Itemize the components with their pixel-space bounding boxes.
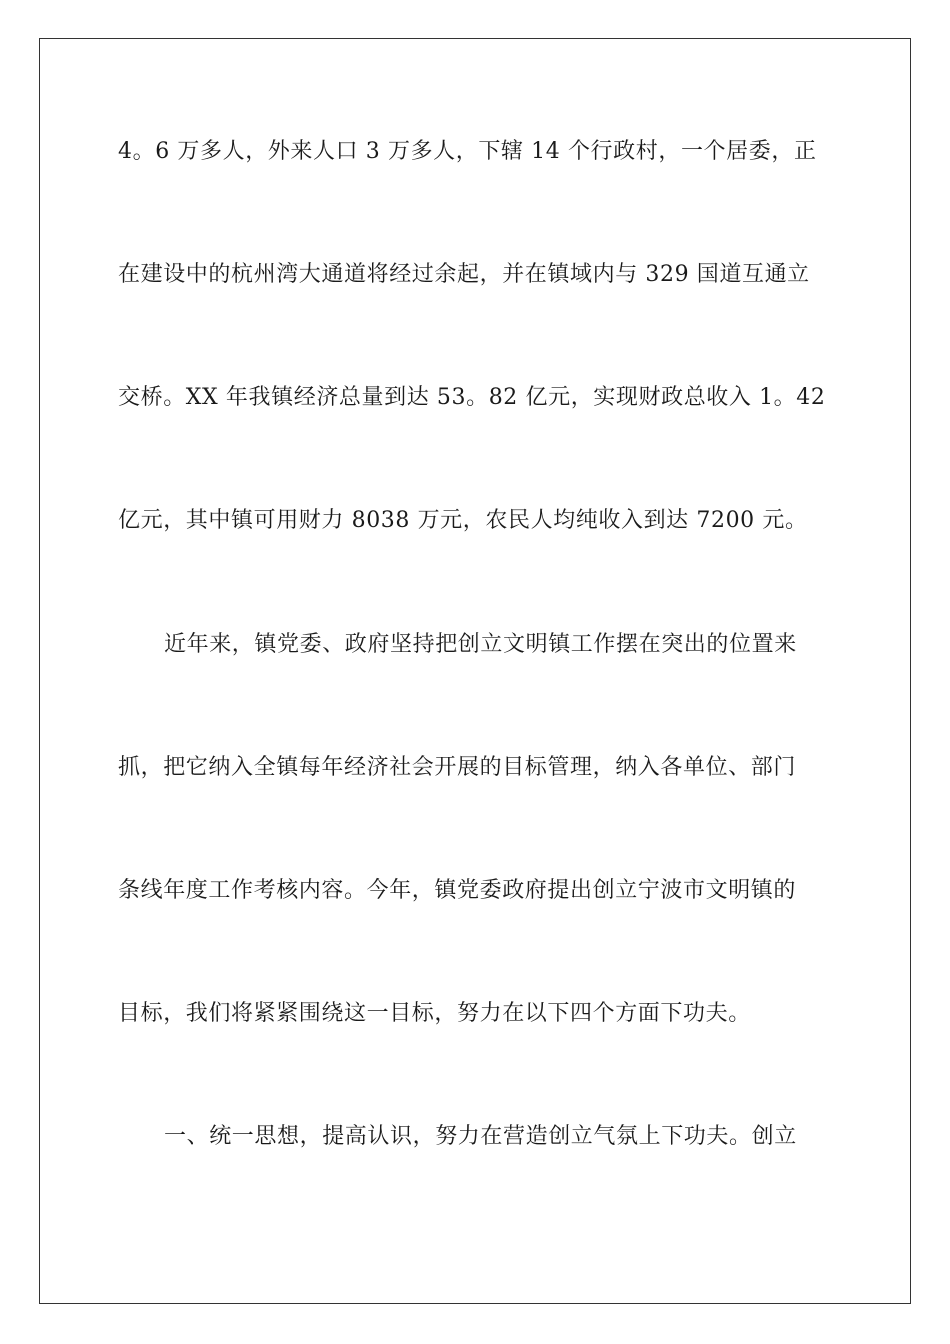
paragraph-first-line: 近年来，镇党委、政府坚持把创立文明镇工作摆在突出的位置来 bbox=[164, 632, 797, 657]
text-line: 4。6 万多人，外来人口 3 万多人，下辖 14 个行政村，一个居委，正 bbox=[118, 139, 817, 164]
text-line: 亿元，其中镇可用财力 8038 万元，农民人均纯收入到达 7200 元。 bbox=[118, 508, 808, 533]
text-line: 交桥。XX 年我镇经济总量到达 53。82 亿元，实现财政总收入 1。42 bbox=[118, 385, 826, 410]
text-line: 抓，把它纳入全镇每年经济社会开展的目标管理，纳入各单位、部门 bbox=[118, 755, 797, 780]
text-line: 在建设中的杭州湾大通道将经过余起，并在镇域内与 329 国道互通立 bbox=[118, 262, 810, 287]
text-line: 条线年度工作考核内容。今年，镇党委政府提出创立宁波市文明镇的 bbox=[118, 878, 797, 903]
page-border bbox=[39, 38, 911, 1304]
text-line: 目标，我们将紧紧围绕这一目标，努力在以下四个方面下功夫。 bbox=[118, 1001, 751, 1026]
section-heading-line: 一、统一思想，提高认识，努力在营造创立气氛上下功夫。创立 bbox=[164, 1124, 797, 1149]
